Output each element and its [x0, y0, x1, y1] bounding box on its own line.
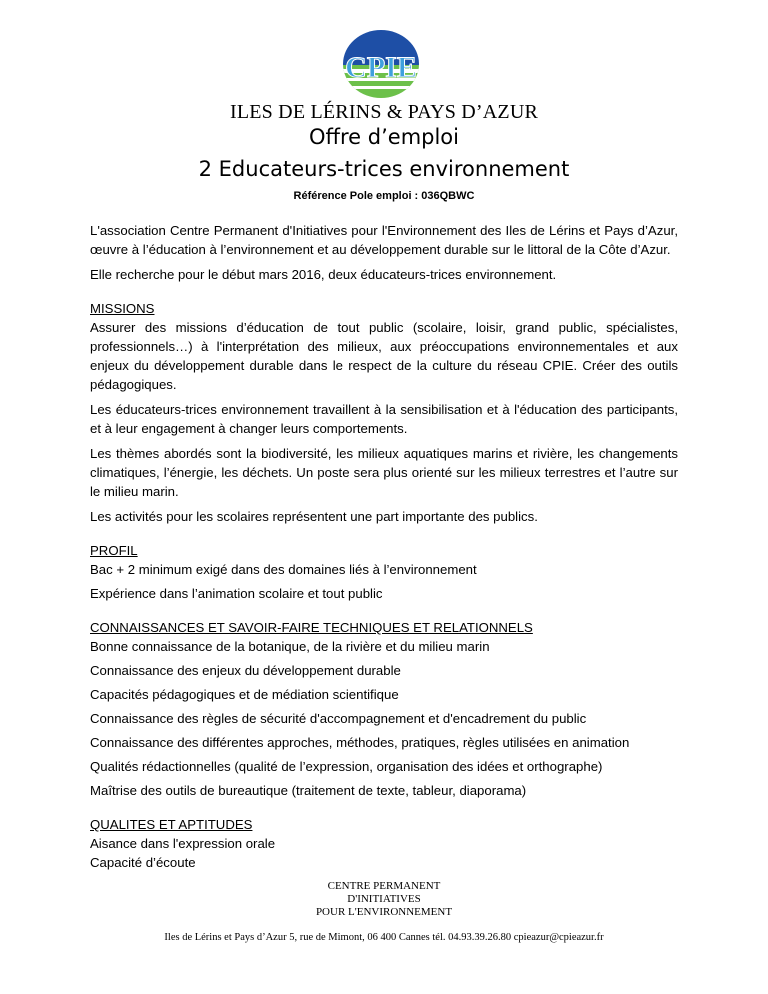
intro-paragraph: L'association Centre Permanent d'Initiatives pour l'Environnement des Iles de Lérins et Pays d’Azur, œuvre à l’éducation à l’environnement et au développement durable sur le littoral de la Côte d’Azur. [90, 223, 678, 257]
missions-paragraph: Les thèmes abordés sont la biodiversité, les milieux aquatiques marins et rivière, les changements climatiques, l’énergie, les déchets. Un poste sera plus orienté sur les milieux terrestres et l’autre sur le milieu marin. [90, 446, 678, 499]
connaissances-item: Connaissance des enjeux du développement durable [90, 663, 401, 678]
reference-number: Référence Pole emploi : 036QBWC [293, 190, 475, 202]
footer-line: POUR L'ENVIRONNEMENT [315, 906, 453, 918]
section-title-qualites: QUALITES ET APTITUDES [90, 817, 253, 832]
job-title: 2 Educateurs-trices environnement [198, 157, 570, 181]
connaissances-item: Connaissance des règles de sécurité d'accompagnement et d'encadrement du public [90, 711, 587, 726]
missions-section [90, 299, 678, 526]
profil-item: Expérience dans l’animation scolaire et tout public [90, 586, 383, 601]
offer-heading: Offre d’emploi [309, 125, 459, 149]
document-body [90, 221, 678, 872]
footer-address: Iles de Lérins et Pays d’Azur 5, rue de Mimont, 06 400 Cannes tél. 04.93.39.26.80 cpieazur@cpieazur.fr [164, 932, 604, 943]
connaissances-section [90, 618, 678, 800]
org-name: ILES DE LÉRINS & PAYS D’AZUR [229, 101, 539, 123]
intro-paragraph: Elle recherche pour le début mars 2016, deux éducateurs-trices environnement. [90, 267, 557, 282]
connaissances-item: Bonne connaissance de la botanique, de la rivière et du milieu marin [90, 639, 490, 654]
connaissances-item: Maîtrise des outils de bureautique (traitement de texte, tableur, diaporama) [90, 783, 527, 798]
missions-paragraph: Les activités pour les scolaires représentent une part importante des publics. [90, 509, 538, 524]
qualites-section [90, 815, 678, 872]
section-title-profil: PROFIL [90, 543, 138, 558]
section-title-connaissances: CONNAISSANCES ET SAVOIR-FAIRE TECHNIQUES ET RELATIONNELS [90, 620, 533, 635]
section-title-missions: MISSIONS [90, 301, 155, 316]
qualites-item: Aisance dans l'expression orale [90, 836, 276, 851]
connaissances-item: Qualités rédactionnelles (qualité de l’expression, organisation des idées et orthographe) [90, 759, 603, 774]
footer-org-name [0, 880, 768, 919]
qualites-item: Capacité d’écoute [90, 855, 196, 870]
connaissances-item: Capacités pédagogiques et de médiation scientifique [90, 687, 399, 702]
logo-text: CPIE [345, 51, 417, 84]
profil-item: Bac + 2 minimum exigé dans des domaines liés à l’environnement [90, 562, 477, 577]
profil-section [90, 541, 678, 603]
footer-line: D'INITIATIVES [347, 893, 421, 905]
footer-line: CENTRE PERMANENT [327, 880, 441, 892]
connaissances-item: Connaissance des différentes approches, méthodes, pratiques, règles utilisées en animation [90, 735, 630, 750]
missions-paragraph: Assurer des missions d’éducation de tout public (scolaire, loisir, grand public, spécialistes, professionnels…) à l'interprétation des milieux, aux préoccupations environnementales et aux enjeux du développement durable dans le respect de la culture du réseau CPIE. Créer des outils pédagogiques. [90, 320, 678, 392]
missions-paragraph: Les éducateurs-trices environnement travaillent à la sensibilisation et à l'éducation des participants, et à leur engagement à changer leurs comportements. [90, 402, 678, 436]
cpie-logo [340, 28, 422, 100]
